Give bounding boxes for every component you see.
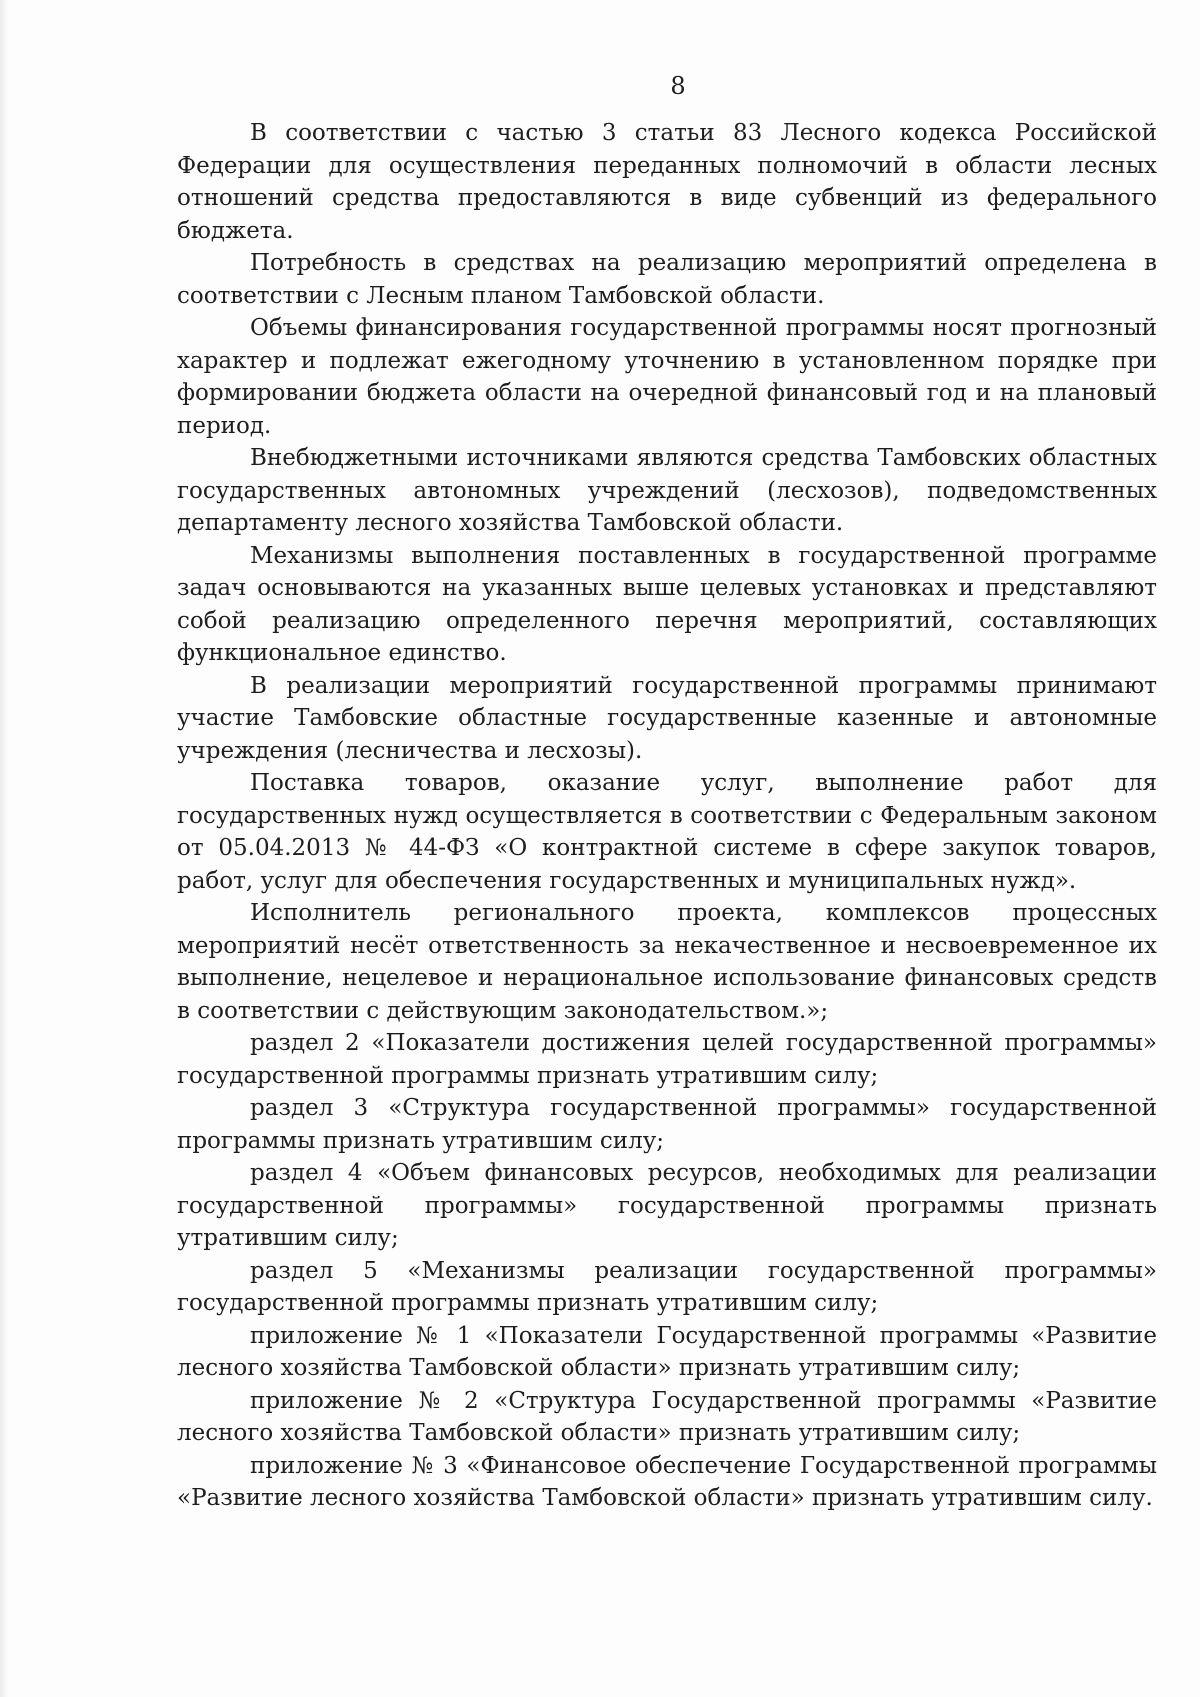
paragraph-appendix-2-repeal: приложение № 2 «Структура Государственной программы «Развитие лесного хозяйства Тамбовской области» признать утратившим силу; (177, 1387, 1157, 1446)
paragraph-extrabudgetary-sources: Внебюджетными источниками являются средства Тамбовских областных государственных автономных учреждений (лесхозов), подведомственных департаменту лесного хозяйства Тамбовской области. (177, 445, 1157, 536)
paragraph-participants: В реализации мероприятий государственной программы принимают участие Тамбовские областные государственные казенные и автономные учреждения (лесничества и лесхозы). (177, 672, 1157, 764)
paragraph-section-4-repeal: раздел 4 «Объем финансовых ресурсов, необходимых для реализации государственной программы» государственной программы признать утратившим силу; (177, 1160, 1157, 1251)
paragraph-mechanisms: Механизмы выполнения поставленных в государственной программе задач основываются на указанных выше целевых установках и представляют собой реализацию определенного перечня мероприятий, составляющих функциональное единство. (177, 542, 1157, 666)
page-number: 8 (670, 72, 686, 100)
paragraph-subventions: В соответствии с частью 3 статьи 83 Лесного кодекса Российской Федерации для осуществления переданных полномочий в области лесных отношений средства предоставляются в виде субвенций из федерального бюджета. (177, 120, 1157, 244)
scan-edge-shadow (0, 0, 8, 1697)
document-body (177, 117, 1157, 1515)
paragraph-funding-volumes: Объемы финансирования государственной программы носят прогнозный характер и подлежат ежегодному уточнению в установленном порядке при формировании бюджета области на очередной финансовый год и на плановый период. (177, 315, 1157, 439)
paragraph-appendix-3-repeal: приложение № 3 «Финансовое обеспечение Государственной программы «Развитие лесного хозяйства Тамбовской области» признать утратившим силу. (177, 1452, 1157, 1511)
paragraph-funding-need: Потребность в средствах на реализацию мероприятий определена в соответствии с Лесным планом Тамбовской области. (177, 250, 1157, 309)
paragraph-section-3-repeal: раздел 3 «Структура государственной программы» государственной программы признать утратившим силу; (177, 1095, 1157, 1154)
paragraph-procurement: Поставка товаров, оказание услуг, выполнение работ для государственных нужд осуществляется в соответствии с Федеральным законом от 05.04.2013 № 44-ФЗ «О контрактной системе в сфере закупок товаров, работ, услуг для обеспечения государственных и муниципальных нужд». (177, 770, 1157, 894)
paragraph-responsibility: Исполнитель регионального проекта, комплексов процессных мероприятий несёт ответственность за некачественное и несвоевременное их выполнение, нецелевое и нерациональное использование финансовых средств в соответствии с действующим законодательством.»; (177, 900, 1157, 1024)
paragraph-section-5-repeal: раздел 5 «Механизмы реализации государственной программы» государственной программы признать утратившим силу; (177, 1257, 1157, 1316)
paragraph-section-2-repeal: раздел 2 «Показатели достижения целей государственной программы» государственной программы признать утратившим силу; (177, 1030, 1157, 1089)
paragraph-appendix-1-repeal: приложение № 1 «Показатели Государственной программы «Развитие лесного хозяйства Тамбовской области» признать утратившим силу; (177, 1322, 1157, 1381)
